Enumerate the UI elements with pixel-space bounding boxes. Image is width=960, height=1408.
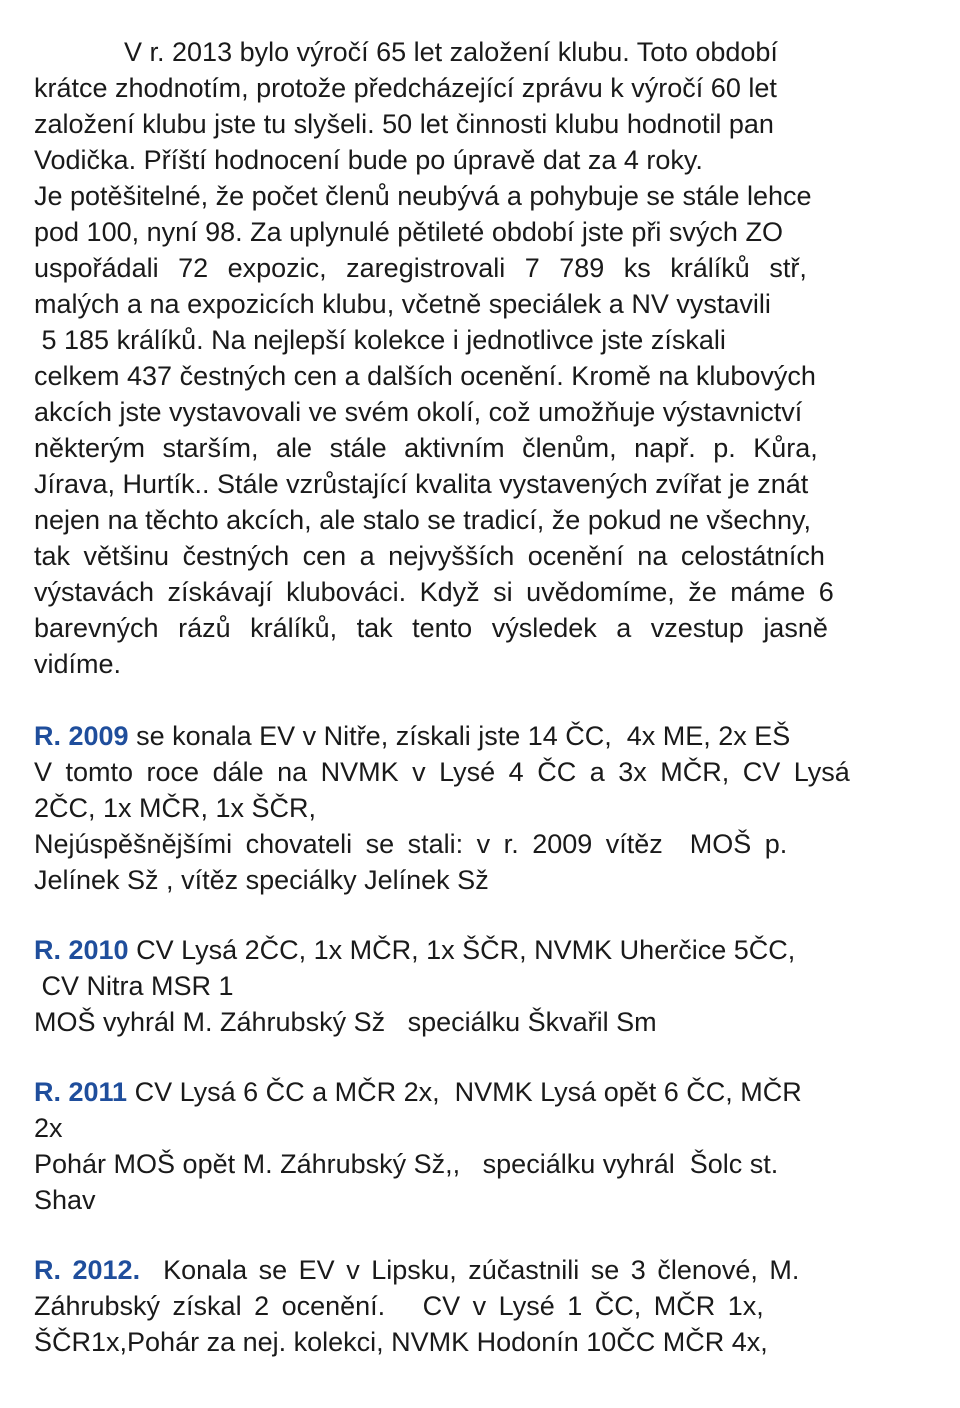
intro-paragraph — [34, 34, 924, 682]
section-line: Jelínek Sž , vítěz speciálky Jelínek Sž — [34, 865, 489, 895]
section-line: MOŠ vyhrál M. Záhrubský Sž speciálku Škvařil Sm — [34, 1007, 657, 1037]
text-line: krátce zhodnotím, protože předcházející zprávu k výročí 60 let — [34, 73, 777, 103]
section-2012 — [34, 1252, 924, 1360]
section-line — [34, 932, 924, 968]
document-page — [34, 34, 924, 1360]
section-line — [34, 718, 924, 754]
section-text: se konala EV v Nitře, získali jste 14 ČC, 4x ME, 2x EŠ — [128, 721, 791, 751]
section-line: Shav — [34, 1185, 96, 1215]
text-line: založení klubu jste tu slyšeli. 50 let činnosti klubu hodnotil pan — [34, 109, 774, 139]
section-line: Nejúspěšnějšími chovateli se stali: v r. 2009 vítěz MOŠ p. — [34, 829, 788, 859]
text-line: 5 185 králíků. Na nejlepší kolekce i jednotlivce jste získali — [34, 325, 726, 355]
text-line: uspořádali 72 expozic, zaregistrovali 7 789 ks králíků stř, — [34, 253, 807, 283]
section-line: Záhrubský získal 2 ocenění. CV v Lysé 1 ČC, MČR 1x, — [34, 1291, 764, 1321]
section-text: CV Lysá 6 ČC a MČR 2x, NVMK Lysá opět 6 ČC, MČR — [127, 1077, 802, 1107]
section-text: CV Lysá 2ČC, 1x MČR, 1x ŠČR, NVMK Uherčice 5ČC, — [128, 935, 796, 965]
year-label: R. 2012. — [34, 1255, 141, 1285]
text-line: vidíme. — [34, 649, 122, 679]
section-line: Pohár MOŠ opět M. Záhrubský Sž,, speciálku vyhrál Šolc st. — [34, 1149, 779, 1179]
section-line: CV Nitra MSR 1 — [34, 971, 234, 1001]
text-line: výstavách získávají klubováci. Když si uvědomíme, že máme 6 — [34, 577, 834, 607]
text-line: nejen na těchto akcích, ale stalo se tradicí, že pokud ne všechny, — [34, 505, 811, 535]
text-line: Je potěšitelné, že počet členů neubývá a pohybuje se stále lehce — [34, 181, 812, 211]
section-2009 — [34, 718, 924, 898]
year-label: R. 2011 — [34, 1077, 128, 1107]
text-line: barevných rázů králíků, tak tento výsledek a vzestup jasně — [34, 613, 828, 643]
section-2010 — [34, 932, 924, 1040]
year-label: R. 2009 — [34, 721, 129, 751]
text-line: Jírava, Hurtík.. Stále vzrůstající kvalita vystavených zvířat je znát — [34, 469, 809, 499]
section-line — [34, 1252, 924, 1288]
text-line: některým starším, ale stále aktivním členům, např. p. Kůra, — [34, 433, 818, 463]
text-line: V r. 2013 bylo výročí 65 let založení klubu. Toto období — [124, 37, 778, 67]
section-line: V tomto roce dále na NVMK v Lysé 4 ČC a 3x MČR, CV Lysá — [34, 757, 850, 787]
text-line: celkem 437 čestných cen a dalších ocenění. Kromě na klubových — [34, 361, 816, 391]
section-line — [34, 1074, 924, 1110]
section-text: Konala se EV v Lipsku, zúčastnili se 3 členové, M. — [140, 1255, 800, 1285]
section-line: ŠČR1x,Pohár za nej. kolekci, NVMK Hodonín 10ČC MČR 4x, — [34, 1327, 768, 1357]
text-line: pod 100, nyní 98. Za uplynulé pětileté období jste při svých ZO — [34, 217, 783, 247]
text-line: tak většinu čestných cen a nejvyšších ocenění na celostátních — [34, 541, 825, 571]
text-line: Vodička. Příští hodnocení bude po úpravě dat za 4 roky. — [34, 145, 703, 175]
text-line: malých a na expozicích klubu, včetně speciálek a NV vystavili — [34, 289, 771, 319]
year-label: R. 2010 — [34, 935, 129, 965]
text-line: akcích jste vystavovali ve svém okolí, což umožňuje výstavnictví — [34, 397, 803, 427]
section-line: 2x — [34, 1113, 63, 1143]
section-2011 — [34, 1074, 924, 1218]
section-line: 2ČC, 1x MČR, 1x ŠČR, — [34, 793, 317, 823]
